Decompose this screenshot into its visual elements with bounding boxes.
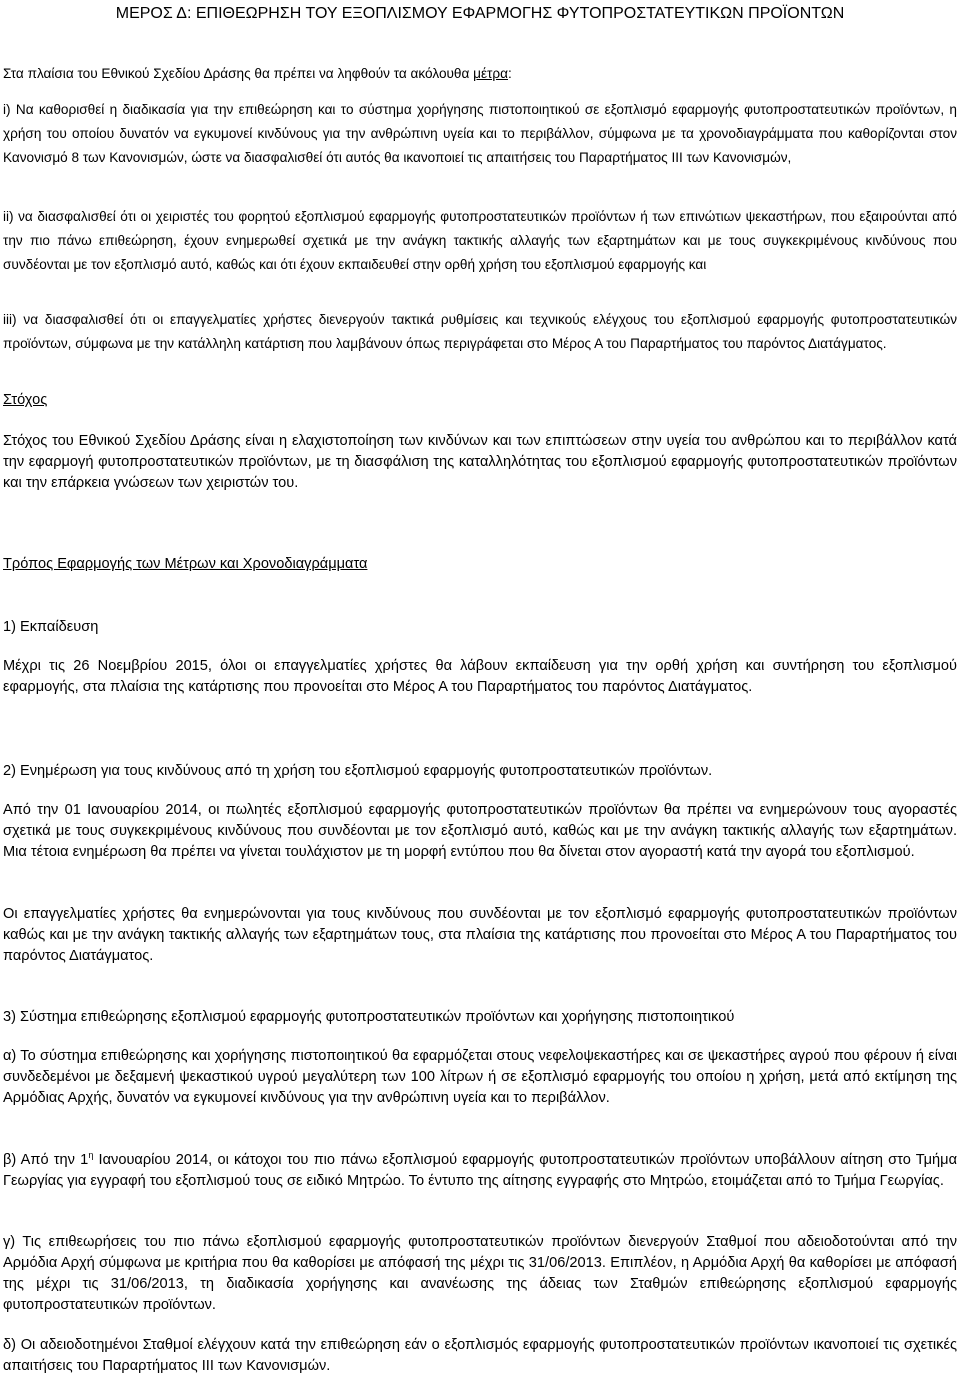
implementation-heading: Τρόπος Εφαρμογής των Μέτρων και Χρονοδιαγράμματα — [3, 556, 368, 572]
intro-text: Στα πλαίσια του Εθνικού Σχεδίου Δράσης θα πρέπει να ληφθούν τα ακόλουθα — [3, 66, 474, 81]
section-3-item-b — [3, 1150, 957, 1192]
intro-colon: : — [508, 66, 512, 81]
section-1-heading: 1) Εκπαίδευση — [3, 619, 99, 635]
section-3-item-a: α) Το σύστημα επιθεώρησης και χορήγησης πιστοποιητικού θα εφαρμόζεται στους νεφελοψεκαστήρες και σε ψεκαστήρες αγρού που φέρουν ή είναι συνδεδεμένοι με δεξαμενή ψεκαστικού υγρού μεγαλύτερη των 100 λίτρων ή σε εξοπλισμό εφαρμογής του οποίου η χρήση, μετά από εκτίμηση της Αρμόδιας Αρχής, δυνατόν να εγκυμονεί κινδύνους για την ανθρώπινη υγεία και το περιβάλλον. — [3, 1048, 957, 1106]
measure-item-ii: ii) να διασφαλισθεί ότι οι χειριστές του φορητού εξοπλισμού εφαρμογής φυτοπροστατευτικών προϊόντων ή των επινώτιων ψεκαστήρων, που εξαιρούνται από την πιο πάνω επιθεώρηση, έχουν ενημερωθεί σχετικά με την ανάγκη τακτικής αλλαγής των εξαρτημάτων και με τους συγκεκριμένους κινδύνους που συνδέονται με τον εξοπλισμό αυτό, καθώς και ότι έχουν εκπαιδευθεί στην ορθή χρήση του εξοπλισμού εφαρμογής και — [3, 209, 957, 272]
measures-link: μέτρα — [473, 66, 508, 81]
measures-intro — [3, 62, 957, 86]
section-3-item-c: γ) Τις επιθεωρήσεις του πιο πάνω εξοπλισμού εφαρμογής φυτοπροστατευτικών προϊόντων διενεργούν Σταθμοί που αδειοδοτούνται από την Αρμόδια Αρχή σύμφωνα με κριτήρια που θα καθορίσει με απόφασή της μέχρι τις 31/06/2013. Επιπλέον, η Αρμόδια Αρχή θα καθορίσει με απόφασή της μέχρι τις 31/06/2013, τη διαδικασία χορήγησης και ανανέωσης της άδειας των Σταθμών επιθεώρησης εξοπλισμού εφαρμογής φυτοπροστατευτικών προϊόντων. — [3, 1234, 957, 1313]
item-b-rest: Ιανουαρίου 2014, οι κάτοχοι του πιο πάνω εξοπλισμού εφαρμογής φυτοπροστατευτικών προϊόντων υποβάλλουν αίτηση στο Τμήμα Γεωργίας για εγγραφή του εξοπλισμού τους σε ειδικό Μητρώο. Το έντυπο της αίτησης εγγραφής στο Μητρώο, ετοιμάζεται από το Τμήμα Γεωργίας. — [3, 1152, 958, 1189]
measure-item-iii: iii) να διασφαλισθεί ότι οι επαγγελματίες χρήστες διενεργούν τακτικά ρυθμίσεις και τεχνικούς ελέγχους του εξοπλισμού εφαρμογής φυτοπροστατευτικών προϊόντων, σύμφωνα με την κατάλληλη κατάρτιση που λαμβάνουν όπως περιγράφεται στο Μέρος Α του Παραρτήματος του παρόντος Διατάγματος. — [3, 312, 957, 351]
section-2-paragraph-1: Από την 01 Ιανουαρίου 2014, οι πωλητές εξοπλισμού εφαρμογής φυτοπροστατευτικών προϊόντων θα πρέπει να ενημερώνουν τους αγοραστές σχετικά με τους συγκεκριμένους κινδύνους που συνδέονται με τον εξοπλισμό αυτό, καθώς και με την ανάγκη τακτικής αλλαγής των εξαρτημάτων. Μια τέτοια ενημέρωση θα πρέπει να γίνεται τουλάχιστον με τη μορφή εντύπου που θα δίνεται στον αγοραστή κατά την αγορά του εξοπλισμού. — [3, 802, 957, 860]
section-3-heading: 3) Σύστημα επιθεώρησης εξοπλισμού εφαρμογής φυτοπροστατευτικών προϊόντων και χορήγησης πιστοποιητικού — [3, 1009, 735, 1025]
measure-item-i: i) Να καθορισθεί η διαδικασία για την επιθεώρηση και το σύστημα χορήγησης πιστοποιητικού σε εξοπλισμό εφαρμογής φυτοπροστατευτικών προϊόντων, η χρήση του οποίου δυνατόν να εγκυμονεί κινδύνους για την ανθρώπινη υγεία και το περιβάλλον, σύμφωνα με τα χρονοδιαγράμματα που καθορίζονται στον Κανονισμό 8 των Κανονισμών, ώστε να διασφαλισθεί ότι αυτός θα ικανοποιεί τις απαιτήσεις του Παραρτήματος ΙΙΙ των Κανονισμών, — [3, 102, 957, 165]
item-b-start: β) Από την 1 — [3, 1152, 89, 1168]
section-2-paragraph-2: Οι επαγγελματίες χρήστες θα ενημερώνονται για τους κινδύνους που συνδέονται με τον εξοπλισμό εφαρμογής φυτοπροστατευτικών προϊόντων καθώς και με την ανάγκη τακτικής αλλαγής των εξαρτημάτων τους, στα πλαίσια της κατάρτισης που προνοείται στο Μέρος Α του Παραρτήματος του παρόντος Διατάγματος. — [3, 906, 957, 964]
section-3-item-d: δ) Οι αδειοδοτημένοι Σταθμοί ελέγχουν κατά την επιθεώρηση εάν ο εξοπλισμός εφαρμογής φυτοπροστατευτικών προϊόντων ικανοποιεί τις σχετικές απαιτήσεις του Παραρτήματος ΙΙΙ των Κανονισμών. — [3, 1337, 957, 1374]
item-b-superscript: η — [88, 1150, 94, 1161]
section-2-heading: 2) Ενημέρωση για τους κινδύνους από τη χρήση του εξοπλισμού εφαρμογής φυτοπροστατευτικών προϊόντων. — [3, 763, 713, 779]
section-1-text: Μέχρι τις 26 Νοεμβρίου 2015, όλοι οι επαγγελματίες χρήστες θα λάβουν εκπαίδευση για την ορθή χρήση και συντήρηση του εξοπλισμού εφαρμογής, στα πλαίσια της κατάρτισης που προνοείται στο Μέρος Α του Παραρτήματος του παρόντος Διατάγματος. — [3, 658, 957, 695]
goal-heading: Στόχος — [3, 392, 48, 408]
page-title: ΜΕΡΟΣ Δ: ΕΠΙΘΕΩΡΗΣΗ ΤΟΥ ΕΞΟΠΛΙΣΜΟΥ ΕΦΑΡΜΟΓΗΣ ΦΥΤΟΠΡΟΣΤΑΤΕΥΤΙΚΩΝ ΠΡΟΪΟΝΤΩΝ — [115, 5, 845, 22]
goal-text: Στόχος του Εθνικού Σχεδίου Δράσης είναι η ελαχιστοποίηση των κινδύνων και των επιπτώσεων στην υγεία του ανθρώπου και το περιβάλλον κατά την εφαρμογή φυτοπροστατευτικών προϊόντων, με τη διασφάλιση της καταλληλότητας του εξοπλισμού εφαρμογής φυτοπροστατευτικών προϊόντων και την επάρκεια γνώσεων των χειριστών του. — [3, 433, 957, 491]
